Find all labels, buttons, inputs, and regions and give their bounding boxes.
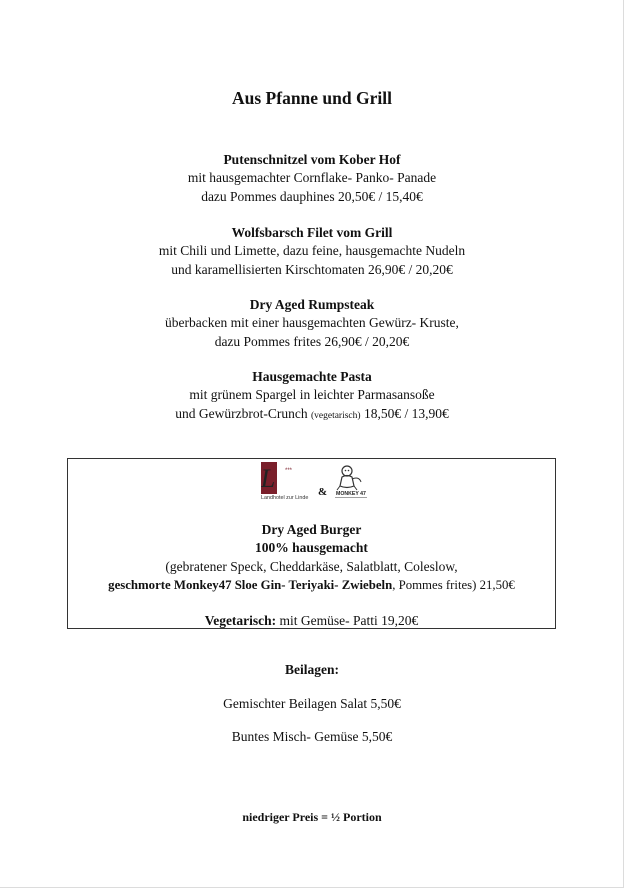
- vegetarian-option: [68, 612, 555, 630]
- dish-rumpsteak: [0, 296, 624, 351]
- landhotel-linde-logo: [261, 462, 328, 500]
- svg-text:L: L: [261, 464, 276, 493]
- burger-details: [68, 521, 555, 594]
- burger-highlight: geschmorte Monkey47 Sloe Gin- Teriyaki- Zwiebeln: [108, 577, 393, 592]
- page-title: Aus Pfanne und Grill: [232, 88, 392, 108]
- burger-price: , Pommes frites) 21,50€: [392, 577, 515, 592]
- special-burger-box: [67, 458, 556, 629]
- dish-description: mit hausgemachter Cornflake- Panko- Panade: [187, 170, 437, 186]
- dish-price: 18,50€ / 13,90€: [360, 405, 449, 421]
- dish-pasta: [0, 368, 624, 425]
- ampersand: &: [318, 486, 328, 498]
- dish-name: Putenschnitzel vom Kober Hof: [223, 152, 401, 167]
- dish-putenschnitzel: [0, 151, 624, 206]
- svg-text:Landhotel zur Linde: Landhotel zur Linde: [261, 495, 309, 500]
- burger-name: Dry Aged Burger: [261, 522, 362, 537]
- vegetarian-text: mit Gemüse- Patti 19,20€: [276, 613, 419, 628]
- dish-wolfsbarsch: [0, 224, 624, 279]
- dish-description-price: dazu Pommes frites 26,90€ / 20,20€: [214, 333, 410, 349]
- dish-name: Wolfsbarsch Filet vom Grill: [231, 225, 393, 240]
- dish-description-price: dazu Pommes dauphines 20,50€ / 15,40€: [201, 188, 423, 204]
- dish-description-price: und karamellisierten Kirschtomaten 26,90€ / 20,20€: [171, 261, 453, 277]
- partner-logos: [68, 462, 555, 502]
- burger-description-price: [68, 576, 555, 594]
- side-item: Gemischter Beilagen Salat 5,50€: [223, 696, 401, 711]
- dish-text: und Gewürzbrot-Crunch: [175, 405, 311, 421]
- monkey47-logo: [331, 462, 371, 500]
- burger-subtitle: 100% hausgemacht: [255, 540, 368, 556]
- dish-description: überbacken mit einer hausgemachten Gewürz- Kruste,: [165, 315, 459, 331]
- vegetarian-note: (vegetarisch): [310, 410, 361, 421]
- dish-name: Dry Aged Rumpsteak: [249, 297, 375, 312]
- dish-description: mit grünem Spargel in leichter Parmasansoße: [189, 387, 435, 403]
- dish-description: mit Chili und Limette, dazu feine, hausgemachte Nudeln: [158, 243, 466, 259]
- dish-description-price: [0, 405, 624, 425]
- dish-name: Hausgemachte Pasta: [252, 369, 372, 384]
- burger-description: (gebratener Speck, Cheddarkäse, Salatblatt, Coleslow,: [165, 558, 458, 574]
- footer-note: niedriger Preis = ½ Portion: [242, 810, 382, 824]
- side-item: Buntes Misch- Gemüse 5,50€: [231, 729, 393, 744]
- svg-text:***: ***: [285, 468, 293, 474]
- vegetarian-label: Vegetarisch:: [204, 613, 277, 628]
- svg-text:MONKEY 47: MONKEY 47: [336, 491, 366, 497]
- sides-title: Beilagen:: [285, 662, 339, 677]
